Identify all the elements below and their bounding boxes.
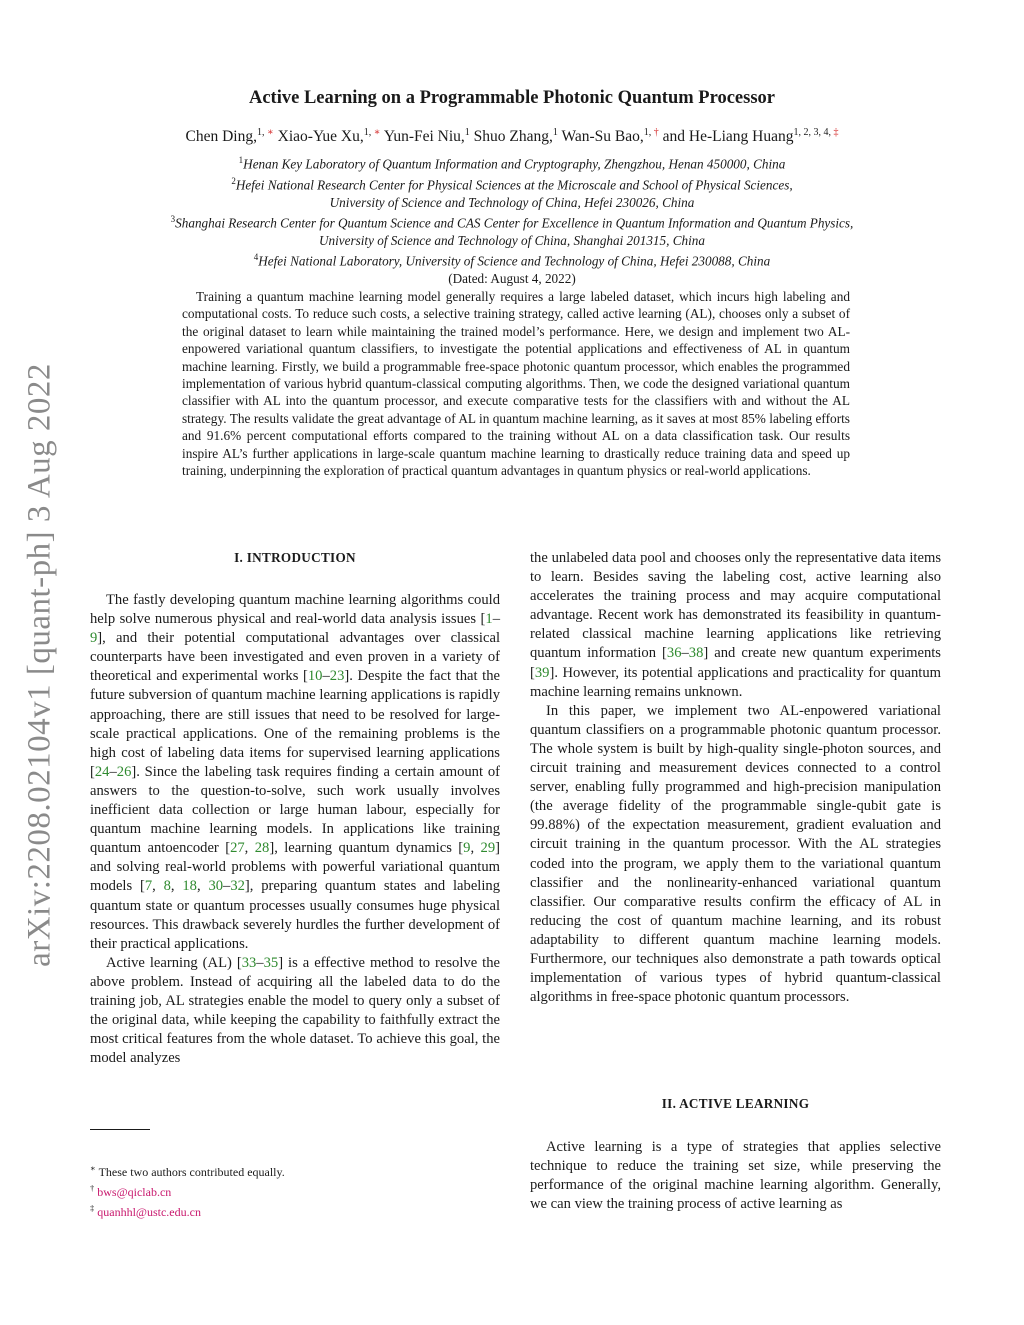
- author-affil-ref: 1: [464, 127, 470, 138]
- citation-link[interactable]: 23: [329, 668, 345, 685]
- intro-paragraph-1: The fastly developing quantum machine learning algorithms could help solve numerous physical and real-world data analysis issues [1–9], and their potential computational advantages over classical counterparts have been investigated and even proven in a variety of theoretical and experimental works [10–23]. Despite the fact that the future subversion of quantum machine learning applications is rapidly approaching, there are still issues that need to be resolved for large-scale practical applications. One of the remaining problems is the high cost of labeling data items for supervised learning applications [24–26]. Since the labeling task requires finding a certain amount of answers to the question-to-solve, such work usually involves inefficient data collection or large human labour, especially for quantum machine learning models. In applications like training quantum antoencoder [27, 28], learning quantum dynamics [9, 29] and solving real-world problems with powerful variational quantum models [7, 8, 18, 30–32], preparing quantum states and labeling quantum state or quantum processes usually consumes huge physical resources. This drawback severely hurdles the further development of their practical applications.: [90, 592, 501, 952]
- citation-link[interactable]: 18: [182, 878, 197, 895]
- email-link[interactable]: bws@qiclab.cn: [97, 1185, 172, 1199]
- abstract: Training a quantum machine learning model generally requires a large labeled dataset, which incurs high labeling and computational costs. To reduce such costs, a selective training strategy, called active learning (AL), chooses only a subset of the original dataset to learn while maintaining the trained model’s performance. Here, we design and implement two AL-enpowered variational quantum classifiers, to investigate the potential applications and effectiveness of AL in quantum machine learning. Firstly, we build a programmable free-space photonic quantum processor, which enables the programmed implementation of various hybrid quantum-classical computing algorithms. Then, we code the designed variational quantum classifier with AL into the quantum processor, and execute comparative tests for the classifiers with and without the AL strategy. The results validate the great advantage of AL in quantum machine learning, as it saves at most 85% labeling efforts and 91.6% percent computational efforts compared to the training without AL on a data classification task. Our results inspire AL’s further applications in large-scale quantum machine learning to drastically reduce training data and speed up training, underpinning the exploration of practical quantum advantages in quantum physics or real-world applications.: [182, 289, 850, 479]
- citation-link[interactable]: 8: [163, 878, 171, 895]
- citation-link[interactable]: 9: [90, 630, 98, 647]
- right-column: [530, 549, 941, 1007]
- affiliations: [0, 152, 1024, 287]
- citation-link[interactable]: 24: [94, 763, 110, 780]
- email-link[interactable]: quanhhl@ustc.edu.cn: [97, 1205, 201, 1219]
- arxiv-sidebar-stamp: [12, 342, 68, 987]
- affiliation-1: $^1$Henan Key Laboratory of Quantum Information and Cryptography, Zhengzhou, Henan 450000, China: [238, 155, 786, 172]
- author-affil-ref: 1: [552, 127, 558, 138]
- affiliation-3: $^3$Shanghai Research Center for Quantum Science and CAS Center for Excellence in Quantum Information and Quantum Physics,: [170, 214, 854, 231]
- author-name: and He-Liang Huang: [658, 128, 794, 145]
- section-heading-introduction: I. INTRODUCTION: [234, 550, 356, 565]
- affiliation-4: $^4$Hefei National Laboratory, University of Science and Technology of China, Hefei 230088, China: [253, 252, 771, 269]
- citation-link[interactable]: 32: [230, 878, 245, 895]
- citation-link[interactable]: 29: [480, 840, 496, 857]
- author-affil-ref: 1, ∗: [363, 127, 381, 138]
- footnote-3: ‡ quanhhl@ustc.edu.cn: [90, 1203, 201, 1219]
- citation-link[interactable]: 39: [534, 664, 550, 681]
- citation-link[interactable]: 9: [463, 840, 471, 857]
- section-heading-active-learning: II. ACTIVE LEARNING: [661, 1096, 810, 1111]
- arxiv-identifier: arXiv:2208.02104v1 [quant-ph] 3 Aug 2022: [21, 362, 58, 967]
- author-name: Shuo Zhang,: [469, 128, 553, 145]
- citation-link[interactable]: 1: [485, 611, 493, 628]
- affiliation-3-cont: University of Science and Technology of China, Shanghai 201315, China: [319, 232, 705, 248]
- citation-link[interactable]: 35: [263, 954, 279, 971]
- author-affil-ref: 1, 2, 3, 4, ‡: [793, 127, 839, 138]
- dated-line: (Dated: August 4, 2022): [448, 271, 576, 286]
- author-affil-ref: 1, ∗: [256, 127, 274, 138]
- author-name: Chen Ding,: [185, 128, 257, 145]
- author-affil-ref: 1, †: [643, 127, 659, 138]
- citation-link[interactable]: 38: [688, 645, 704, 662]
- footnote-2: † bws@qiclab.cn: [90, 1183, 172, 1199]
- intro-paragraph-4: In this paper, we implement two AL-enpowered variational quantum classifiers on a programmable photonic quantum processor. The whole system is built by high-quality single-photon sources, and circuit training and measurement devices connected to a control server, enabling fully programmed and high-precision manipulation (the average fidelity of the programmable single-qubit gate is 99.88%) of the expectation measurement, gradient evaluation and circuit training in the quantum processor. With the AL strategies coded into the program, we apply them to the variational quantum classifier and the nonlinearity-enhanced variational quantum classifier. Our comparative results confirm the efficacy of AL in reducing the cost of quantum machine learning, and its robust adaptability to different quantum machine learning models. Furthermore, our techniques also demonstrate a path towards optical implementation of various types of hybrid quantum-classical algorithms in free-space photonic quantum processors.: [530, 702, 941, 1006]
- active-learning-body: [530, 1138, 941, 1214]
- citation-link[interactable]: 28: [254, 840, 270, 857]
- active-learning-paragraph-1: Active learning is a type of strategies that applies selective technique to reduce the training set size, while preserving the performance of the original machine learning algorithm. Generally, we can view the training process of active learning as: [530, 1139, 941, 1213]
- citation-link[interactable]: 27: [230, 840, 245, 857]
- citation-link[interactable]: 33: [241, 954, 257, 971]
- intro-paragraph-3: the unlabeled data pool and chooses only the representative data items to learn. Besides saving the labeling cost, active learning also accelerates the training process and may acquire computational advantage. Recent work has demonstrated its feasibility in quantum-related classical machine learning applications like retrieving quantum information [36–38] and create new quantum experiments [39]. However, its potential applications and practicality for quantum machine learning remains unknown.: [530, 550, 941, 700]
- footnote-divider: [90, 1129, 150, 1130]
- author-name: Xiao-Yue Xu,: [273, 128, 364, 145]
- citation-link[interactable]: 36: [666, 645, 682, 662]
- affiliation-2: $^2$Hefei National Research Center for Physical Sciences at the Microscale and School of Physical Sciences,: [231, 175, 793, 193]
- affiliation-2-cont: University of Science and Technology of China, Hefei 230026, China: [329, 194, 695, 210]
- intro-paragraph-2: Active learning (AL) [33–35] is a effective method to resolve the above problem. Instead of acquiring all the labeled data to do the training job, AL strategies enable the model to query only a subset of the original data, while keeping the capability to faithfully extract the most critical features from the whole dataset. To achieve this goal, the model analyzes: [90, 954, 500, 1067]
- author-list: [0, 127, 1024, 146]
- author-name: Yun-Fei Niu,: [380, 128, 465, 145]
- author-name: Wan-Su Bao,: [557, 128, 644, 145]
- citation-link[interactable]: 30: [208, 878, 224, 895]
- left-column: [90, 591, 500, 1068]
- footnote-1: ∗ These two authors contributed equally.: [90, 1163, 285, 1179]
- citation-link[interactable]: 7: [144, 878, 153, 895]
- citation-link[interactable]: 26: [116, 763, 132, 780]
- paper-title: Active Learning on a Programmable Photonic Quantum Processor: [248, 88, 775, 108]
- citation-link[interactable]: 10: [307, 668, 323, 685]
- footnotes: [90, 1160, 500, 1220]
